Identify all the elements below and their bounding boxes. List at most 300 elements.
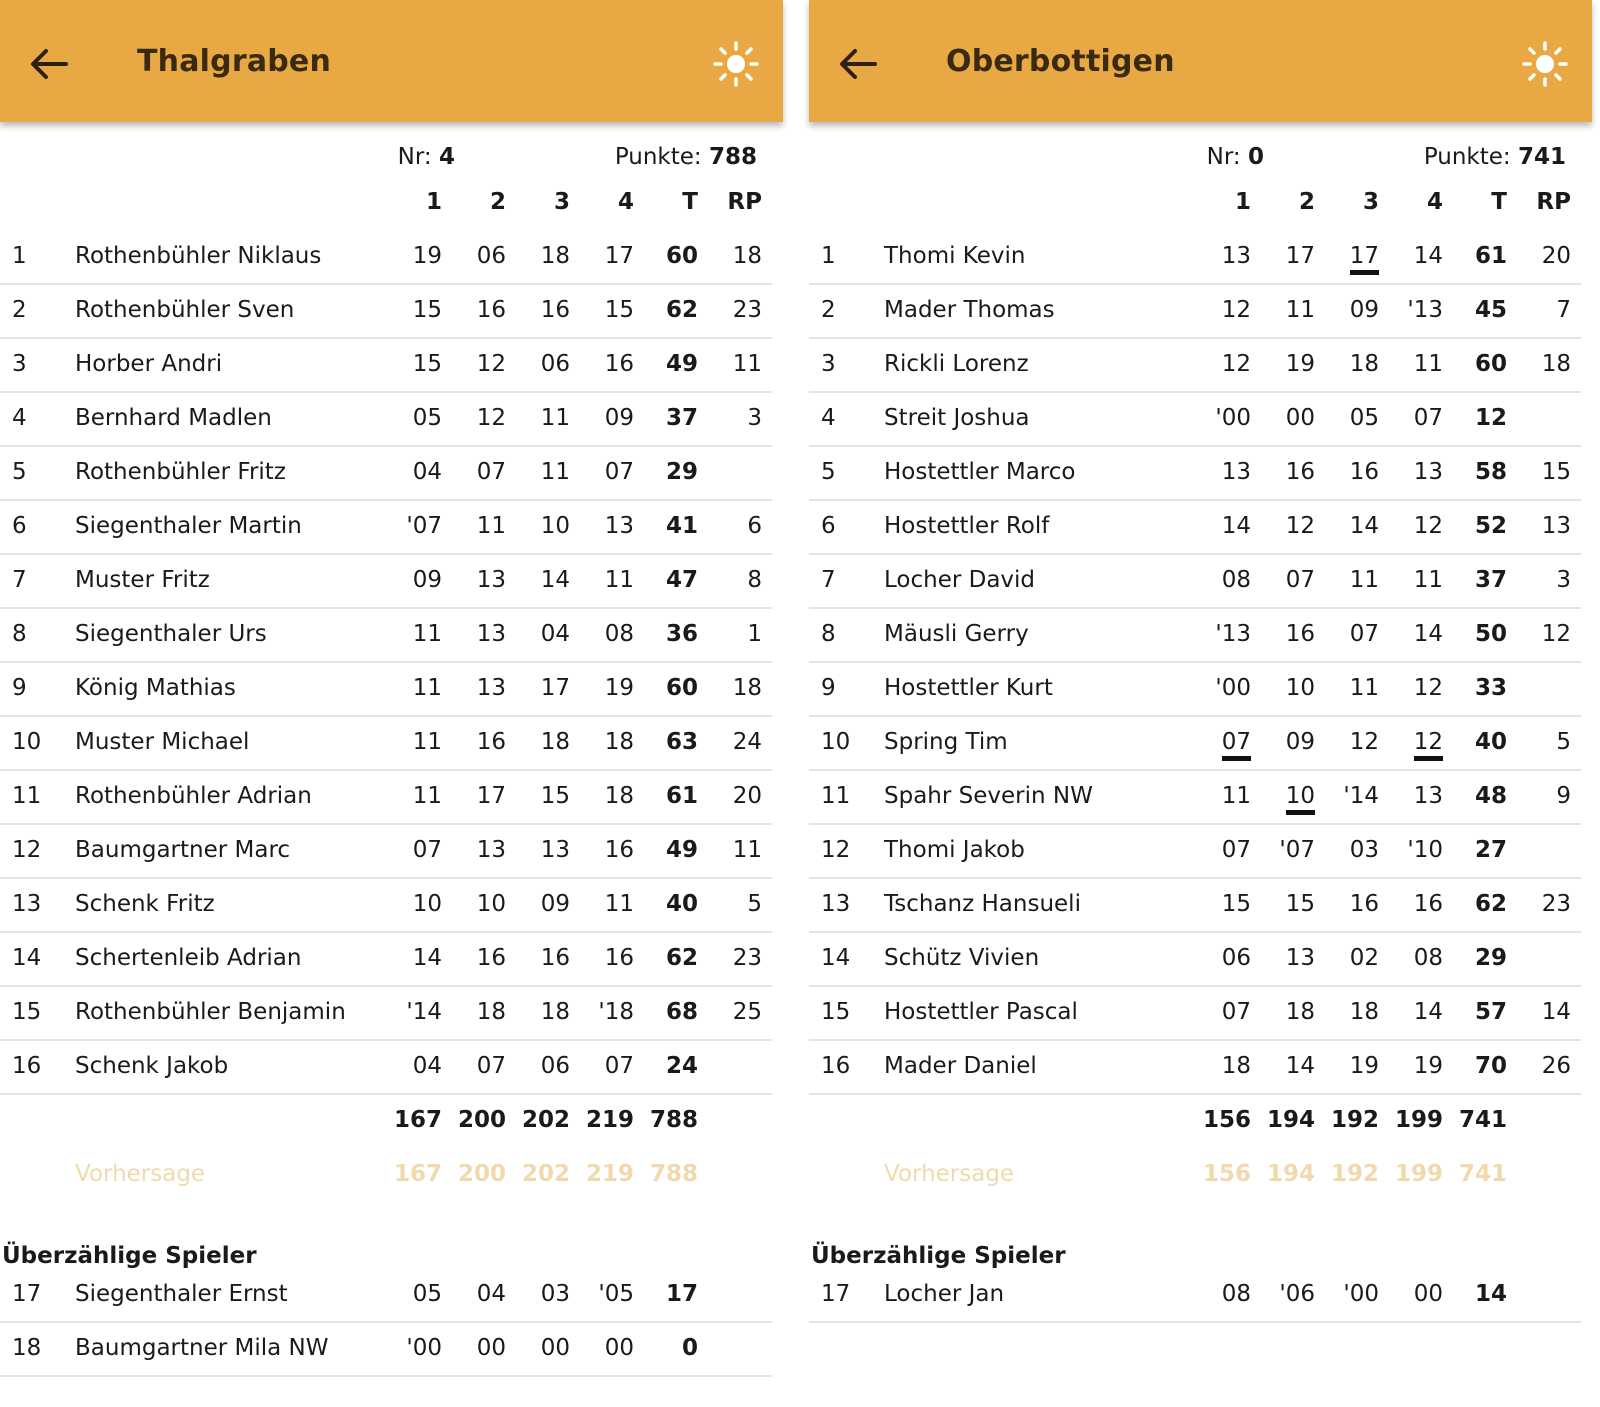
round-score-4: 00 (604, 1335, 634, 1361)
total-score: 41 (665, 513, 698, 539)
round-score-3: '14 (1343, 783, 1379, 809)
round-score-3: 14 (540, 567, 570, 593)
player-name: Thomi Jakob (884, 837, 1025, 863)
round-score-1: 14 (1221, 513, 1251, 539)
round-score-1: 18 (1221, 1053, 1251, 1079)
column-total: 219 (585, 1107, 634, 1133)
total-score: 60 (665, 675, 698, 701)
player-rank: 9 (12, 675, 27, 701)
player-name: Muster Michael (75, 729, 250, 755)
player-name: Tschanz Hansueli (884, 891, 1081, 917)
player-row[interactable] (809, 823, 1581, 879)
round-score-3: 16 (540, 297, 570, 323)
player-name: Rothenbühler Sven (75, 297, 295, 323)
total-score: 62 (1474, 891, 1507, 917)
total-score: 40 (1474, 729, 1507, 755)
player-row[interactable] (0, 391, 772, 447)
player-name: Spring Tim (884, 729, 1008, 755)
forecast-value: 194 (1266, 1161, 1315, 1187)
player-row[interactable] (809, 1039, 1581, 1095)
round-score-1: 04 (412, 1053, 442, 1079)
rank-points: 26 (1541, 1053, 1571, 1079)
rank-points: 6 (747, 513, 762, 539)
total-score: 12 (1474, 405, 1507, 431)
player-rank: 6 (12, 513, 27, 539)
forecast-row (809, 1147, 1581, 1201)
player-name: Locher Jan (884, 1281, 1005, 1307)
round-score-4: 14 (1413, 621, 1443, 647)
round-score-3: 11 (1349, 567, 1379, 593)
round-score-1: 11 (412, 621, 442, 647)
player-rank: 12 (821, 837, 851, 863)
player-row[interactable] (809, 553, 1581, 609)
arrow-left-icon[interactable] (26, 42, 70, 86)
column-header: 4 (1426, 189, 1443, 215)
team-number-value: 4 (438, 144, 455, 170)
total-score: 60 (665, 243, 698, 269)
player-rank: 1 (12, 243, 27, 269)
round-score-2: 18 (476, 999, 506, 1025)
round-score-2: 10 (476, 891, 506, 917)
player-rank: 2 (12, 297, 27, 323)
total-score: 36 (665, 621, 698, 647)
player-row[interactable] (0, 1267, 772, 1323)
player-row[interactable] (0, 715, 772, 771)
total-score: 37 (1474, 567, 1507, 593)
player-rank: 3 (12, 351, 27, 377)
round-score-4: 12 (1413, 675, 1443, 701)
round-score-4: 16 (604, 945, 634, 971)
total-score: 58 (1474, 459, 1507, 485)
round-score-2: 16 (476, 729, 506, 755)
round-score-2: '07 (1279, 837, 1315, 863)
round-score-3: 18 (540, 729, 570, 755)
round-score-4: 11 (604, 567, 634, 593)
player-rank: 5 (12, 459, 27, 485)
total-score: 52 (1474, 513, 1507, 539)
player-row[interactable] (809, 607, 1581, 663)
round-score-1: 09 (412, 567, 442, 593)
round-score-2: 07 (476, 459, 506, 485)
column-header: 3 (1362, 189, 1379, 215)
player-rank: 13 (12, 891, 42, 917)
round-score-3: 16 (1349, 891, 1379, 917)
player-rank: 14 (821, 945, 851, 971)
round-score-2: 16 (476, 945, 506, 971)
player-row[interactable] (809, 877, 1581, 933)
player-rank: 18 (12, 1335, 42, 1361)
column-total: 192 (1330, 1107, 1379, 1133)
player-rank: 9 (821, 675, 836, 701)
player-rank: 5 (821, 459, 836, 485)
round-score-3: 12 (1349, 729, 1379, 755)
round-score-2: 13 (1285, 945, 1315, 971)
player-name: Streit Joshua (884, 405, 1030, 431)
player-rank: 4 (821, 405, 836, 431)
round-score-3: 02 (1349, 945, 1379, 971)
round-score-3: 04 (540, 621, 570, 647)
round-score-1: '07 (406, 513, 442, 539)
team-points-label: Punkte: (1423, 144, 1511, 170)
round-score-4: 09 (604, 405, 634, 431)
player-name: Bernhard Madlen (75, 405, 272, 431)
rank-points: 24 (732, 729, 762, 755)
player-rank: 3 (821, 351, 836, 377)
player-rank: 8 (12, 621, 27, 647)
round-score-4: 17 (604, 243, 634, 269)
player-rank: 11 (821, 783, 851, 809)
round-score-4: 08 (604, 621, 634, 647)
round-score-2: 11 (476, 513, 506, 539)
forecast-value: 741 (1458, 1161, 1507, 1187)
total-score: 27 (1474, 837, 1507, 863)
round-score-2: 17 (476, 783, 506, 809)
player-row[interactable] (0, 661, 772, 717)
team-number (1207, 144, 1264, 170)
player-rank: 6 (821, 513, 836, 539)
forecast-value: 167 (393, 1161, 442, 1187)
player-name: Mäusli Gerry (884, 621, 1029, 647)
player-rank: 15 (821, 999, 851, 1025)
round-score-4: 15 (604, 297, 634, 323)
player-rank: 10 (821, 729, 851, 755)
total-score: 17 (665, 1281, 698, 1307)
round-score-1: 14 (412, 945, 442, 971)
total-score: 47 (665, 567, 698, 593)
team-points (1424, 144, 1566, 170)
round-score-4: 12 (1413, 513, 1443, 539)
round-score-2: 16 (1285, 459, 1315, 485)
round-score-3: 14 (1349, 513, 1379, 539)
player-name: Siegenthaler Urs (75, 621, 267, 647)
team-number (398, 144, 455, 170)
round-score-3: 06 (540, 1053, 570, 1079)
player-name: Hostettler Marco (884, 459, 1076, 485)
round-score-2: 18 (1285, 999, 1315, 1025)
round-score-2: 07 (1285, 567, 1315, 593)
player-name: Hostettler Kurt (884, 675, 1053, 701)
round-score-2: 12 (476, 405, 506, 431)
round-score-3: 03 (1349, 837, 1379, 863)
round-score-3: 16 (1349, 459, 1379, 485)
app-bar (0, 0, 783, 122)
player-rank: 1 (821, 243, 836, 269)
total-score: 14 (1474, 1281, 1507, 1307)
round-score-1: '00 (406, 1335, 442, 1361)
round-score-2: 13 (476, 621, 506, 647)
round-score-1: 07 (412, 837, 442, 863)
rank-points: 8 (747, 567, 762, 593)
column-header: T (1491, 189, 1507, 215)
player-rank: 16 (12, 1053, 42, 1079)
total-score: 60 (1474, 351, 1507, 377)
round-score-1: 05 (412, 1281, 442, 1307)
round-score-2: 04 (476, 1281, 506, 1307)
total-score: 45 (1474, 297, 1507, 323)
round-score-3: 11 (540, 459, 570, 485)
round-score-3: '00 (1343, 1281, 1379, 1307)
round-score-1: 06 (1221, 945, 1251, 971)
column-total: 741 (1458, 1107, 1507, 1133)
round-score-2: 07 (476, 1053, 506, 1079)
round-score-3: 19 (1349, 1053, 1379, 1079)
round-score-4: 19 (604, 675, 634, 701)
total-score: 48 (1474, 783, 1507, 809)
round-score-1: '13 (1215, 621, 1251, 647)
round-score-1: '00 (1215, 405, 1251, 431)
player-rank: 14 (12, 945, 42, 971)
total-score: 50 (1474, 621, 1507, 647)
round-score-3: 11 (540, 405, 570, 431)
column-total: 202 (521, 1107, 570, 1133)
player-rank: 7 (12, 567, 27, 593)
rank-points: 5 (1556, 729, 1571, 755)
rank-points: 20 (732, 783, 762, 809)
round-score-1: '14 (406, 999, 442, 1025)
player-name: Mader Thomas (884, 297, 1055, 323)
round-score-3: 15 (540, 783, 570, 809)
team-screen-thalgraben (0, 0, 783, 1407)
extra-players-heading: Überzählige Spieler (811, 1243, 1066, 1269)
player-rank: 11 (12, 783, 42, 809)
page-title: Thalgraben (137, 44, 332, 79)
round-score-4: 00 (1413, 1281, 1443, 1307)
player-name: Rothenbühler Adrian (75, 783, 312, 809)
rank-points: 18 (732, 243, 762, 269)
column-header: T (682, 189, 698, 215)
column-header: RP (1536, 189, 1571, 215)
player-name: Spahr Severin NW (884, 783, 1093, 809)
player-row[interactable] (0, 337, 772, 393)
round-score-2: 13 (476, 837, 506, 863)
column-header: 2 (1298, 189, 1315, 215)
player-rank: 15 (12, 999, 42, 1025)
player-rank: 4 (12, 405, 27, 431)
round-score-1: 12 (1221, 297, 1251, 323)
rank-points: 11 (732, 351, 762, 377)
total-score: 29 (665, 459, 698, 485)
player-row[interactable] (0, 445, 772, 501)
round-score-1: 07 (1221, 999, 1251, 1025)
rank-points: 25 (732, 999, 762, 1025)
round-score-3: 13 (540, 837, 570, 863)
column-header: 1 (1234, 189, 1251, 215)
round-score-4: 07 (1413, 405, 1443, 431)
column-total: 167 (393, 1107, 442, 1133)
player-row[interactable] (0, 877, 772, 933)
player-name: Schenk Jakob (75, 1053, 229, 1079)
team-number-label: Nr: (1206, 144, 1241, 170)
round-score-3: 05 (1349, 405, 1379, 431)
round-score-1: 10 (412, 891, 442, 917)
round-score-4: 18 (604, 783, 634, 809)
round-score-1: 04 (412, 459, 442, 485)
player-row[interactable] (809, 283, 1581, 339)
round-score-1: 19 (412, 243, 442, 269)
total-score: 40 (665, 891, 698, 917)
player-rank: 17 (821, 1281, 851, 1307)
total-score: 62 (665, 945, 698, 971)
round-score-3: 18 (540, 243, 570, 269)
player-row[interactable] (809, 1267, 1581, 1323)
round-score-4 (1414, 715, 1443, 769)
total-score: 24 (665, 1053, 698, 1079)
round-score-4: 08 (1413, 945, 1443, 971)
player-row[interactable] (809, 337, 1581, 393)
round-score-1: 13 (1221, 459, 1251, 485)
player-name: Siegenthaler Martin (75, 513, 302, 539)
team-points-value: 788 (708, 144, 757, 170)
forecast-label: Vorhersage (884, 1161, 1015, 1187)
round-score-3: 07 (1349, 621, 1379, 647)
column-header: 1 (425, 189, 442, 215)
player-name: Hostettler Rolf (884, 513, 1050, 539)
underlined-score: 12 (1414, 729, 1443, 761)
team-points-value: 741 (1517, 144, 1566, 170)
player-name: Schütz Vivien (884, 945, 1040, 971)
player-row[interactable] (809, 661, 1581, 717)
round-score-2: 00 (476, 1335, 506, 1361)
round-score-2: 09 (1285, 729, 1315, 755)
round-score-1: 08 (1221, 1281, 1251, 1307)
round-score-4: 14 (1413, 243, 1443, 269)
rank-points: 3 (747, 405, 762, 431)
player-row[interactable] (0, 1039, 772, 1095)
round-score-4: 07 (604, 459, 634, 485)
player-name: Thomi Kevin (884, 243, 1026, 269)
sun-icon[interactable] (713, 41, 759, 87)
player-rank: 2 (821, 297, 836, 323)
round-score-1: 11 (412, 675, 442, 701)
player-row[interactable] (0, 823, 772, 879)
total-score: 57 (1474, 999, 1507, 1025)
round-score-4: 16 (1413, 891, 1443, 917)
player-row[interactable] (809, 391, 1581, 447)
player-row[interactable] (0, 283, 772, 339)
player-row[interactable] (0, 985, 772, 1041)
player-row[interactable] (809, 769, 1581, 825)
round-score-1: 08 (1221, 567, 1251, 593)
player-rank: 12 (12, 837, 42, 863)
player-name: Mader Daniel (884, 1053, 1037, 1079)
player-rank: 7 (821, 567, 836, 593)
total-score: 49 (665, 837, 698, 863)
forecast-value: 219 (585, 1161, 634, 1187)
player-row[interactable] (809, 985, 1581, 1041)
player-name: Rothenbühler Benjamin (75, 999, 346, 1025)
rank-points: 18 (1541, 351, 1571, 377)
player-row[interactable] (809, 445, 1581, 501)
page-title: Oberbottigen (946, 44, 1175, 79)
total-score: 0 (681, 1335, 698, 1361)
total-score: 49 (665, 351, 698, 377)
round-score-4: '10 (1407, 837, 1443, 863)
player-row[interactable] (809, 229, 1581, 285)
team-points (615, 144, 757, 170)
total-score: 61 (665, 783, 698, 809)
extra-players-heading: Überzählige Spieler (2, 1243, 257, 1269)
team-number-label: Nr: (397, 144, 432, 170)
round-score-2: 19 (1285, 351, 1315, 377)
player-row[interactable] (0, 607, 772, 663)
player-row[interactable] (0, 229, 772, 285)
rank-points: 5 (747, 891, 762, 917)
player-name: Locher David (884, 567, 1036, 593)
column-total: 788 (649, 1107, 698, 1133)
team-points-label: Punkte: (614, 144, 702, 170)
player-row[interactable] (0, 553, 772, 609)
round-score-4: 18 (604, 729, 634, 755)
total-score: 33 (1474, 675, 1507, 701)
column-header: 2 (489, 189, 506, 215)
player-name: Baumgartner Marc (75, 837, 291, 863)
sun-icon[interactable] (1522, 41, 1568, 87)
underlined-score: 07 (1222, 729, 1251, 761)
round-score-1: 05 (412, 405, 442, 431)
round-score-3 (1350, 229, 1379, 283)
round-score-3: 18 (1349, 351, 1379, 377)
round-score-2: 06 (476, 243, 506, 269)
round-score-3: 16 (540, 945, 570, 971)
player-row[interactable] (0, 499, 772, 555)
round-score-4: 13 (604, 513, 634, 539)
total-score: 68 (665, 999, 698, 1025)
player-row[interactable] (0, 931, 772, 987)
round-score-2: 17 (1285, 243, 1315, 269)
round-score-4: 14 (1413, 999, 1443, 1025)
team-screen-oberbottigen (809, 0, 1592, 1407)
round-score-4: 16 (604, 351, 634, 377)
player-row[interactable] (0, 769, 772, 825)
total-score: 62 (665, 297, 698, 323)
player-name: Rothenbühler Niklaus (75, 243, 322, 269)
round-score-2: 10 (1285, 675, 1315, 701)
round-score-4: 13 (1413, 783, 1443, 809)
round-score-3: 09 (540, 891, 570, 917)
round-score-3: 18 (1349, 999, 1379, 1025)
arrow-left-icon[interactable] (835, 42, 879, 86)
player-rank: 13 (821, 891, 851, 917)
rank-points: 13 (1541, 513, 1571, 539)
round-score-1: '00 (1215, 675, 1251, 701)
round-score-3: 10 (540, 513, 570, 539)
round-score-2: 13 (476, 567, 506, 593)
forecast-value: 199 (1394, 1161, 1443, 1187)
round-score-1: 07 (1221, 837, 1251, 863)
column-header: 4 (617, 189, 634, 215)
round-score-3: 03 (540, 1281, 570, 1307)
team-number-value: 0 (1247, 144, 1264, 170)
player-row[interactable] (809, 715, 1581, 771)
round-score-4: '18 (598, 999, 634, 1025)
rank-points: 23 (1541, 891, 1571, 917)
column-header: RP (727, 189, 762, 215)
forecast-value: 156 (1202, 1161, 1251, 1187)
round-score-2: 16 (1285, 621, 1315, 647)
player-name: Baumgartner Mila NW (75, 1335, 329, 1361)
round-score-4: 16 (604, 837, 634, 863)
player-name: Muster Fritz (75, 567, 210, 593)
rank-points: 7 (1556, 297, 1571, 323)
round-score-3: 09 (1349, 297, 1379, 323)
player-row[interactable] (809, 931, 1581, 987)
player-row[interactable] (0, 1321, 772, 1377)
table-header (809, 175, 1581, 229)
player-rank: 8 (821, 621, 836, 647)
player-row[interactable] (809, 499, 1581, 555)
rank-points: 18 (732, 675, 762, 701)
round-score-1: 11 (1221, 783, 1251, 809)
